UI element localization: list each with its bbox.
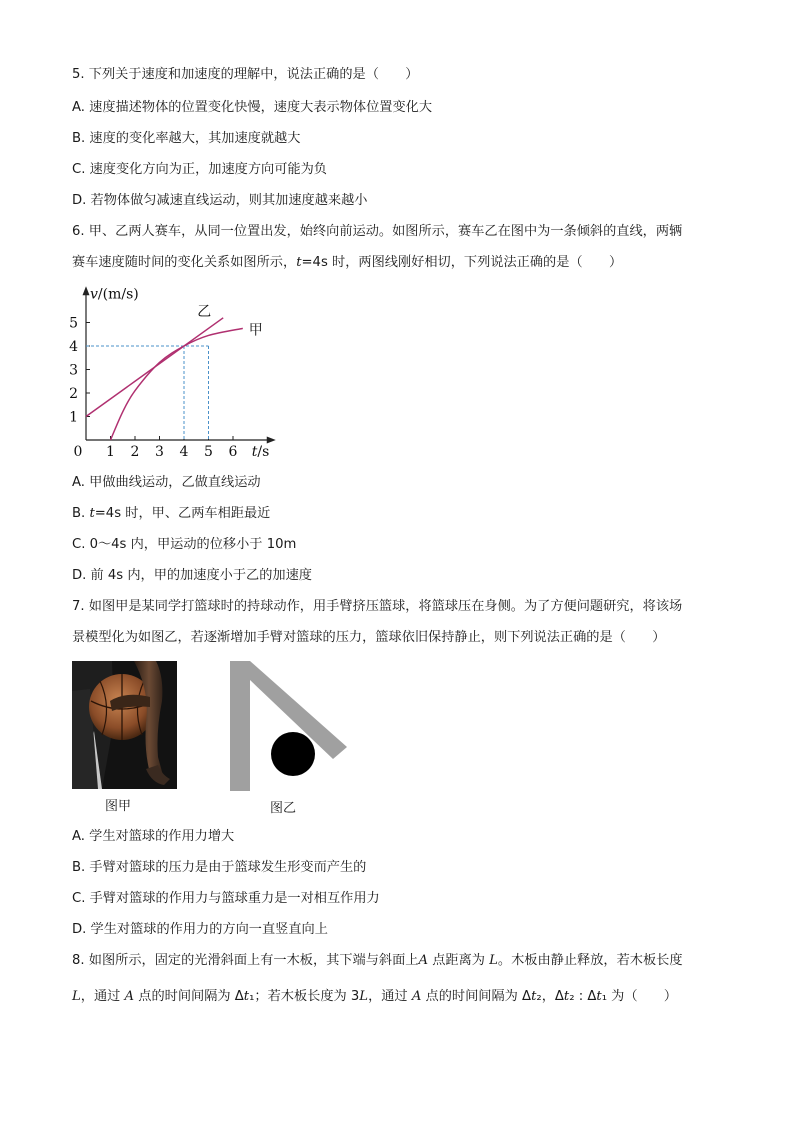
x-tick-label: 2 bbox=[130, 444, 140, 460]
x-tick-label: 1 bbox=[106, 444, 115, 460]
velocity-time-graph bbox=[60, 282, 300, 462]
q8-line2-seg-17: t bbox=[596, 989, 602, 1004]
y-axis-label bbox=[90, 286, 139, 302]
q5-option-c: C. 速度变化方向为正，加速度方向可能为负 bbox=[72, 162, 327, 177]
x-tick-label: 0 bbox=[73, 444, 83, 460]
q8-line2-seg-2: A bbox=[124, 989, 135, 1004]
q7-option-d: D. 学生对篮球的作用力的方向一直竖直向上 bbox=[72, 922, 328, 937]
q8-line2-seg-10: 点的时间间隔为 Δ bbox=[421, 989, 532, 1004]
x-axis-unit: /s bbox=[257, 444, 270, 460]
body-wall bbox=[230, 661, 250, 791]
graph-ticks bbox=[69, 316, 237, 461]
q8-line2-seg-15: ₂ bbox=[569, 989, 575, 1004]
q7-stem-line2: 景模型化为如图乙，若逐渐增加手臂对篮球的压力，篮球依旧保持静止，则下列说法正确的是（ ） bbox=[72, 630, 666, 645]
y-axis-unit: /(m/s) bbox=[97, 286, 139, 303]
x-tick-label: 4 bbox=[179, 444, 189, 460]
y-tick-label: 1 bbox=[69, 409, 78, 426]
x-tick-label: 5 bbox=[204, 444, 213, 460]
y-axis-var: v bbox=[90, 286, 98, 303]
q6-stem-line2: 赛车速度随时间的变化关系如图所示，t=4s 时，两图线刚好相切，下列说法正确的是（ ） bbox=[72, 255, 623, 270]
q6-stem-line1: 6. 甲、乙两人赛车，从同一位置出发，始终向前运动。如图所示，赛车乙在图中为一条倾斜的直线，两辆 bbox=[72, 224, 683, 239]
y-tick-label: 3 bbox=[69, 362, 78, 379]
q8-line2-seg-13: ，Δ bbox=[541, 989, 564, 1004]
y-axis-arrow bbox=[83, 286, 90, 295]
q8-line2-seg-4: t bbox=[243, 989, 250, 1004]
x-axis-var: t bbox=[251, 444, 258, 460]
q8-stem-line2 bbox=[72, 988, 677, 1006]
q6-option-d: D. 前 4s 内，甲的加速度小于乙的加速度 bbox=[72, 568, 312, 583]
y-tick-label: 5 bbox=[69, 315, 78, 332]
q8-line2-seg-12: ₂ bbox=[536, 989, 542, 1004]
q5-option-d: D. 若物体做匀减速直线运动，则其加速度越来越小 bbox=[72, 193, 368, 208]
figure-a-caption: 图甲 bbox=[105, 799, 132, 814]
figure-b-caption: 图乙 bbox=[270, 801, 297, 816]
q8-line2-seg-6: ；若木板长度为 3 bbox=[254, 989, 360, 1004]
q8-line2-seg-0: L bbox=[72, 989, 81, 1004]
y-tick-label: 2 bbox=[69, 386, 78, 402]
q6-option-c: C. 0～4s 内，甲运动的位移小于 10m bbox=[72, 537, 297, 552]
x-tick-label: 3 bbox=[155, 444, 164, 460]
q8-line2-seg-18: ₁ bbox=[601, 989, 607, 1004]
q8-line2-seg-9: A bbox=[411, 989, 422, 1004]
q6-option-b: B. t=4s 时，甲、乙两车相距最近 bbox=[72, 506, 271, 521]
x-axis-label bbox=[252, 444, 270, 460]
q5-stem: 5. 下列关于速度和加速度的理解中，说法正确的是（ ） bbox=[72, 67, 419, 82]
series-label-jia: 甲 bbox=[248, 322, 263, 339]
ball bbox=[271, 732, 315, 776]
q8-line2-seg-19: 为（ ） bbox=[606, 989, 678, 1004]
reference-lines bbox=[86, 346, 209, 440]
basketball-photo bbox=[72, 661, 177, 789]
q8-line2-seg-5: ₁ bbox=[249, 989, 255, 1004]
q7-option-c: C. 手臂对篮球的作用力与篮球重力是一对相互作用力 bbox=[72, 891, 380, 906]
q7-option-b: B. 手臂对篮球的压力是由于篮球发生形变而产生的 bbox=[72, 860, 367, 875]
q8-line2-seg-1: ，通过 bbox=[80, 989, 125, 1004]
q5-option-a: A. 速度描述物体的位置变化快慢，速度大表示物体位置变化大 bbox=[72, 100, 433, 115]
x-tick-label: 6 bbox=[228, 444, 238, 460]
y-tick-label: 4 bbox=[69, 339, 78, 355]
q8-line2-seg-7: L bbox=[359, 989, 369, 1004]
q8-line2-seg-8: ，通过 bbox=[368, 989, 412, 1004]
graph-labels bbox=[90, 286, 269, 460]
q6-option-a: A. 甲做曲线运动，乙做直线运动 bbox=[72, 475, 261, 490]
basketball-model-diagram bbox=[230, 661, 350, 791]
q7-option-a: A. 学生对篮球的作用力增大 bbox=[72, 829, 235, 844]
q8-line2-seg-14: t bbox=[563, 989, 570, 1004]
q8-line2-seg-3: 点的时间间隔为 Δ bbox=[134, 989, 244, 1004]
q8-stem-line1: 8. 如图所示，固定的光滑斜面上有一木板，其下端与斜面上A 点距离为 L。木板由静止释放，若木板长度 bbox=[72, 953, 683, 968]
q8-line2-seg-16: : Δ bbox=[574, 989, 597, 1004]
graph-axes bbox=[83, 286, 276, 443]
series-label-yi: 乙 bbox=[197, 303, 212, 320]
q5-option-b: B. 速度的变化率越大，其加速度就越大 bbox=[72, 131, 301, 146]
q7-stem-line1: 7. 如图甲是某同学打篮球时的持球动作，用手臂挤压篮球，将篮球压在身侧。为了方便问题研究，将该场 bbox=[72, 599, 683, 614]
x-axis-arrow bbox=[267, 437, 276, 444]
q8-line2-seg-11: t bbox=[531, 989, 537, 1004]
graph-curves bbox=[86, 318, 243, 440]
